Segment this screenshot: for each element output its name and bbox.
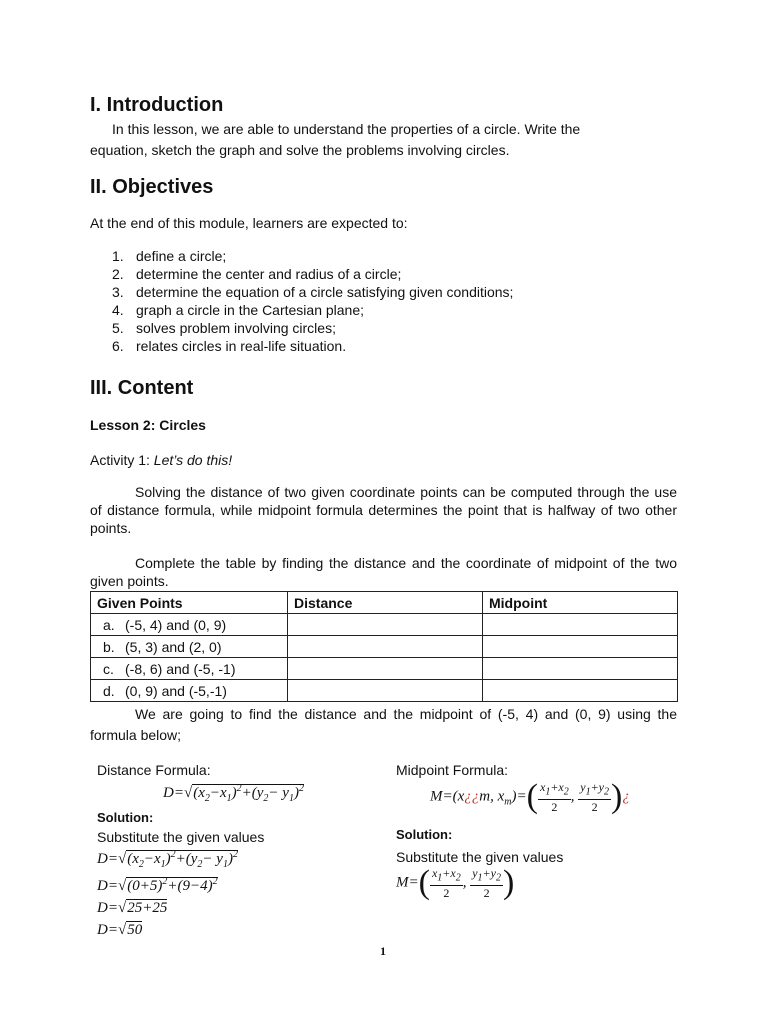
intro-line-2: equation, sketch the graph and solve the problems involving circles. bbox=[90, 142, 510, 158]
midpoint-substitute-label: Substitute the given values bbox=[396, 849, 564, 865]
distance-substitute-label: Substitute the given values bbox=[97, 829, 265, 845]
points-table bbox=[90, 591, 678, 702]
table-header-row bbox=[91, 592, 678, 614]
distance-cell[interactable] bbox=[288, 680, 483, 702]
column-header: Given Points bbox=[91, 592, 288, 614]
midpoint-formula: M=(x¿¿m, $x_m)=$( $\frac{x_1+x_2}{2}$ , $\frac{y_1+y_2}{2}$ )¿ bbox=[430, 778, 630, 816]
column-header: Distance bbox=[288, 592, 483, 614]
distance-step-2: $D=√(0+5)^2+(9-4)^2$ bbox=[97, 876, 218, 894]
objectives-heading: II. Objectives bbox=[90, 176, 214, 198]
lesson-title: Lesson 2: Circles bbox=[90, 417, 206, 433]
objectives-list bbox=[112, 247, 513, 355]
distance-step-4: D=√50 bbox=[97, 922, 143, 938]
distance-cell[interactable] bbox=[288, 614, 483, 636]
table-row: b. (5, 3) and (2, 0) bbox=[91, 636, 678, 658]
midpoint-cell[interactable] bbox=[483, 614, 678, 636]
table-row: c. (-8, 6) and (-5, -1) bbox=[91, 658, 678, 680]
table-row: d. (0, 9) and (-5,-1) bbox=[91, 680, 678, 702]
list-item: 6. relates circles in real-life situation. bbox=[112, 338, 347, 354]
list-item: 4. graph a circle in the Cartesian plane; bbox=[112, 302, 365, 318]
paragraph-formula-intro: We are going to find the distance and the midpoint of (-5, 4) and (0, 9) using the formula below; bbox=[90, 706, 677, 743]
distance-cell[interactable] bbox=[288, 636, 483, 658]
table-row: a. (-5, 4) and (0, 9) bbox=[91, 614, 678, 636]
distance-step-1: $D=√(x_2-x_1)^2+(y_2- y_1)^2$ bbox=[97, 849, 238, 870]
page-number: 1 bbox=[380, 944, 386, 958]
list-item: 5. solves problem involving circles; bbox=[112, 320, 336, 336]
midpoint-cell[interactable] bbox=[483, 658, 678, 680]
intro-line-1: In this lesson, we are able to understand the properties of a circle. Write the bbox=[112, 121, 581, 137]
paragraph-distance-intro: Solving the distance of two given coordinate points can be computed through the use of distance formula, while midpoint formula determines the point that is halfway of two other points. bbox=[90, 484, 677, 536]
introduction-heading: I. Introduction bbox=[90, 94, 224, 116]
paragraph-table-instructions: Complete the table by finding the distance and the coordinate of midpoint of the two given points. bbox=[90, 555, 677, 589]
midpoint-formula-title: Midpoint Formula: bbox=[396, 762, 509, 778]
content-heading: III. Content bbox=[90, 377, 194, 399]
distance-solution-label: Solution: bbox=[97, 810, 154, 825]
objectives-lead: At the end of this module, learners are expected to: bbox=[90, 215, 408, 231]
list-item: 2. determine the center and radius of a circle; bbox=[112, 266, 402, 282]
distance-formula-title: Distance Formula: bbox=[97, 762, 211, 778]
distance-step-3: D=√25+25 bbox=[97, 900, 168, 916]
list-item: 1. define a circle; bbox=[112, 248, 227, 264]
list-item: 3. determine the equation of a circle satisfying given conditions; bbox=[112, 284, 514, 300]
distance-cell[interactable] bbox=[288, 658, 483, 680]
distance-formula: $D=√(x_2-x_1)^2+(y_2- y_1)^2$ bbox=[163, 783, 304, 804]
activity-label: Activity 1: Let’s do this! bbox=[90, 452, 233, 468]
column-header: Midpoint bbox=[483, 592, 678, 614]
midpoint-cell[interactable] bbox=[483, 636, 678, 658]
midpoint-step-1: M=( $\frac{x_1+x_2}{2}$ , $\frac{y_1+y_2}{2}$ ) bbox=[396, 864, 515, 902]
midpoint-cell[interactable] bbox=[483, 680, 678, 702]
midpoint-solution-label: Solution: bbox=[396, 827, 453, 842]
